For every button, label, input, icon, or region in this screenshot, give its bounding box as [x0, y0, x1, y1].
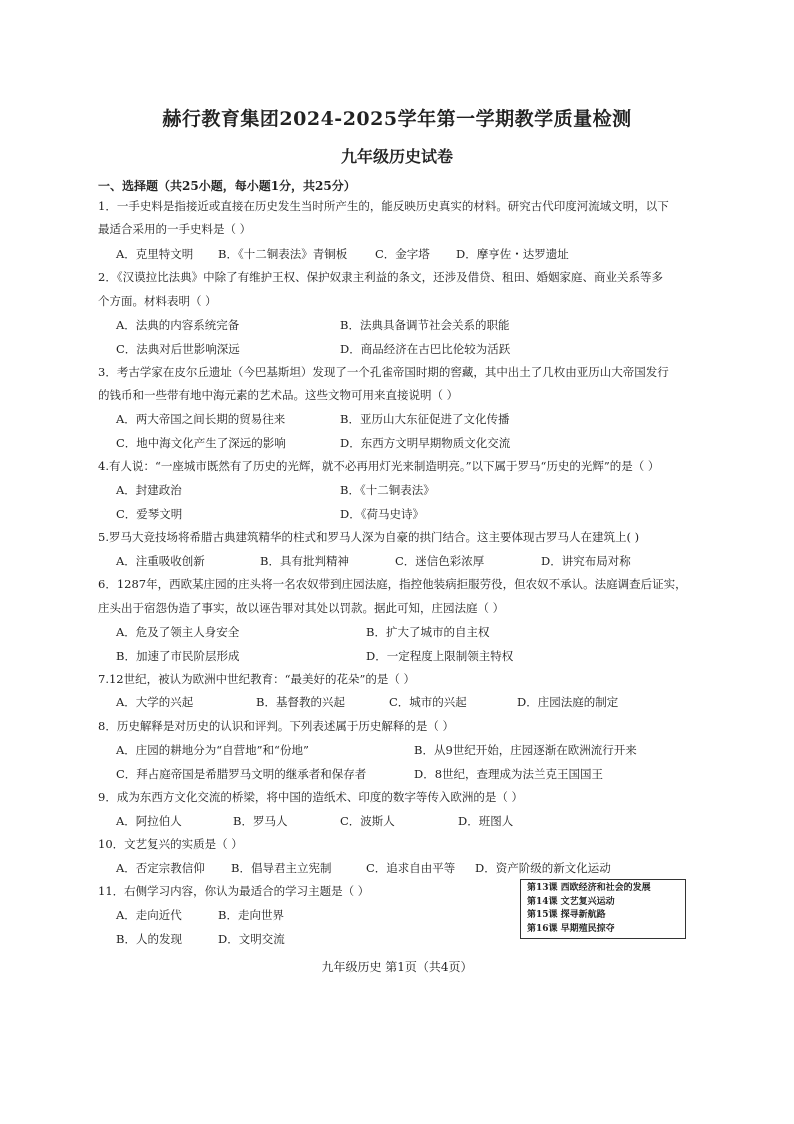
option-7a: A．大学的兴起 [116, 695, 194, 709]
option-5c: C．迷信色彩浓厚 [395, 554, 485, 568]
study-lesson-14: 第14课 文艺复兴运动 [527, 896, 615, 907]
section-heading: 一、选择题（共25小题，每小题1分，共25分） [98, 179, 356, 193]
option-1c: C．金字塔 [375, 247, 430, 261]
option-10d: D．资产阶级的新文化运动 [475, 861, 611, 875]
option-11d: D．文明交流 [218, 932, 285, 946]
study-lesson-15: 第15课 探寻新航路 [527, 910, 606, 920]
question-2-line-2: 个方面。材料表明（ ） [98, 294, 217, 308]
option-4d: D．《荷马史诗》 [340, 507, 424, 521]
option-4a: A．封建政治 [116, 483, 182, 497]
study-lesson-13: 第13课 西欧经济和社会的发展 [527, 883, 651, 893]
option-6b: B．扩大了城市的自主权 [366, 625, 490, 639]
option-10b: B．倡导君主立宪制 [231, 861, 332, 875]
option-8b: B．从9世纪开始，庄园逐渐在欧洲流行开来 [414, 743, 637, 757]
question-3-line-2: 的钱币和一些带有地中海元素的艺术品。这些文物可用来直接说明（ ） [98, 388, 459, 402]
option-7c: C．城市的兴起 [389, 695, 467, 709]
option-6c: B．加速了市民阶层形成 [116, 649, 240, 663]
question-6-line-1: 6．1287年，西欧某庄园的庄头将一名农奴带到庄园法庭，指控他装病拒服劳役，但农奴不承认。法庭调查后证实， [98, 577, 687, 591]
option-2a: A．法典的内容系统完备 [116, 318, 240, 332]
option-8d: D．8世纪，查理成为法兰克王国国王 [414, 767, 604, 781]
option-11b: B．走向世界 [218, 908, 284, 922]
option-5a: A．注重吸收创新 [116, 554, 205, 568]
question-1-line-1: 1．一手史料是指接近或直接在历史发生当时所产生的，能反映历史真实的材料。研究古代印度河流域文明，以下 [98, 199, 669, 213]
option-4b: B．《十二铜表法》 [340, 483, 435, 497]
option-9a: A．阿拉伯人 [116, 814, 182, 828]
question-4-line-1: 4.有人说：“一座城市既然有了历史的光辉，就不必再用灯光来制造明亮。”以下属于罗马“历史的光辉”的是（ ） [98, 459, 660, 473]
option-2c: C．法典对后世影响深远 [116, 342, 240, 356]
option-1d: D．摩亨佐・达罗遗址 [456, 247, 569, 261]
option-8c: C．拜占庭帝国是希腊罗马文明的继承者和保存者 [116, 767, 367, 781]
question-11-line-1: 11．右侧学习内容，你认为最适合的学习主题是（ ） [98, 884, 370, 898]
study-content-box [520, 879, 686, 939]
option-6a: A．危及了领主人身安全 [116, 625, 240, 639]
option-9b: B．罗马人 [233, 814, 288, 828]
option-3d: D．东西方文明早期物质文化交流 [340, 436, 511, 450]
page-footer: 九年级历史 第1页（共4页） [321, 960, 473, 974]
option-2b: B．法典具备调节社会关系的职能 [340, 318, 510, 332]
question-2-line-1: 2．《汉谟拉比法典》中除了有维护王权、保护奴隶主利益的条文，还涉及借贷、租田、婚姻家庭、商业关系等多 [98, 270, 664, 284]
question-9-line-1: 9．成为东西方文化交流的桥梁，将中国的造纸术、印度的数字等传入欧洲的是（ ） [98, 790, 523, 804]
option-3c: C．地中海文化产生了深远的影响 [116, 436, 286, 450]
option-11c: B．人的发现 [116, 932, 182, 946]
option-7d: D．庄园法庭的制定 [517, 695, 619, 709]
option-3a: A．两大帝国之间长期的贸易往来 [116, 412, 286, 426]
option-5d: D．讲究布局对称 [541, 554, 631, 568]
option-1b: B．《十二铜表法》青铜板 [218, 247, 348, 261]
option-1a: A．克里特文明 [116, 247, 194, 261]
exam-subtitle: 九年级历史试卷 [340, 147, 453, 166]
option-7b: B．基督教的兴起 [256, 695, 345, 709]
option-6d: D．一定程度上限制领主特权 [366, 649, 514, 663]
exam-title: 赫行教育集团2024-2025学年第一学期教学质量检测 [162, 108, 632, 130]
option-10c: C．追求自由平等 [366, 861, 456, 875]
option-3b: B．亚历山大东征促进了文化传播 [340, 412, 510, 426]
question-6-line-2: 庄头出于宿怨伪造了事实，故以诬告罪对其处以罚款。据此可知，庄园法庭（ ） [98, 601, 505, 615]
option-5b: B．具有批判精神 [260, 554, 349, 568]
option-10a: A．否定宗教信仰 [116, 861, 205, 875]
option-11a: A．走向近代 [116, 908, 182, 922]
question-5-line-1: 5.罗马大竞技场将希腊古典建筑精华的柱式和罗马人深为自豪的拱门结合。这主要体现古罗马人在建筑上( ) [98, 530, 640, 544]
study-lesson-16: 第16课 早期殖民掠夺 [527, 923, 615, 934]
question-7-line-1: 7.12世纪，被认为欧洲中世纪教育：“最美好的花朵”的是（ ） [98, 672, 416, 686]
question-1-line-2: 最适合采用的一手史料是（ ） [98, 222, 252, 236]
option-2d: D．商品经济在古巴比伦较为活跃 [340, 342, 511, 356]
question-3-line-1: 3．考古学家在皮尔丘遗址（今巴基斯坦）发现了一个孔雀帝国时期的窖藏，其中出土了几枚由亚历山大帝国发行 [98, 365, 669, 379]
option-9c: C．波斯人 [340, 814, 395, 828]
option-9d: D．班图人 [458, 814, 514, 828]
option-8a: A．庄园的耕地分为“自营地”和“份地” [116, 743, 309, 757]
option-4c: C．爱琴文明 [116, 507, 183, 521]
question-8-line-1: 8．历史解释是对历史的认识和评判。下列表述属于历史解释的是（ ） [98, 719, 454, 733]
question-10-line-1: 10．文艺复兴的实质是（ ） [98, 837, 243, 851]
